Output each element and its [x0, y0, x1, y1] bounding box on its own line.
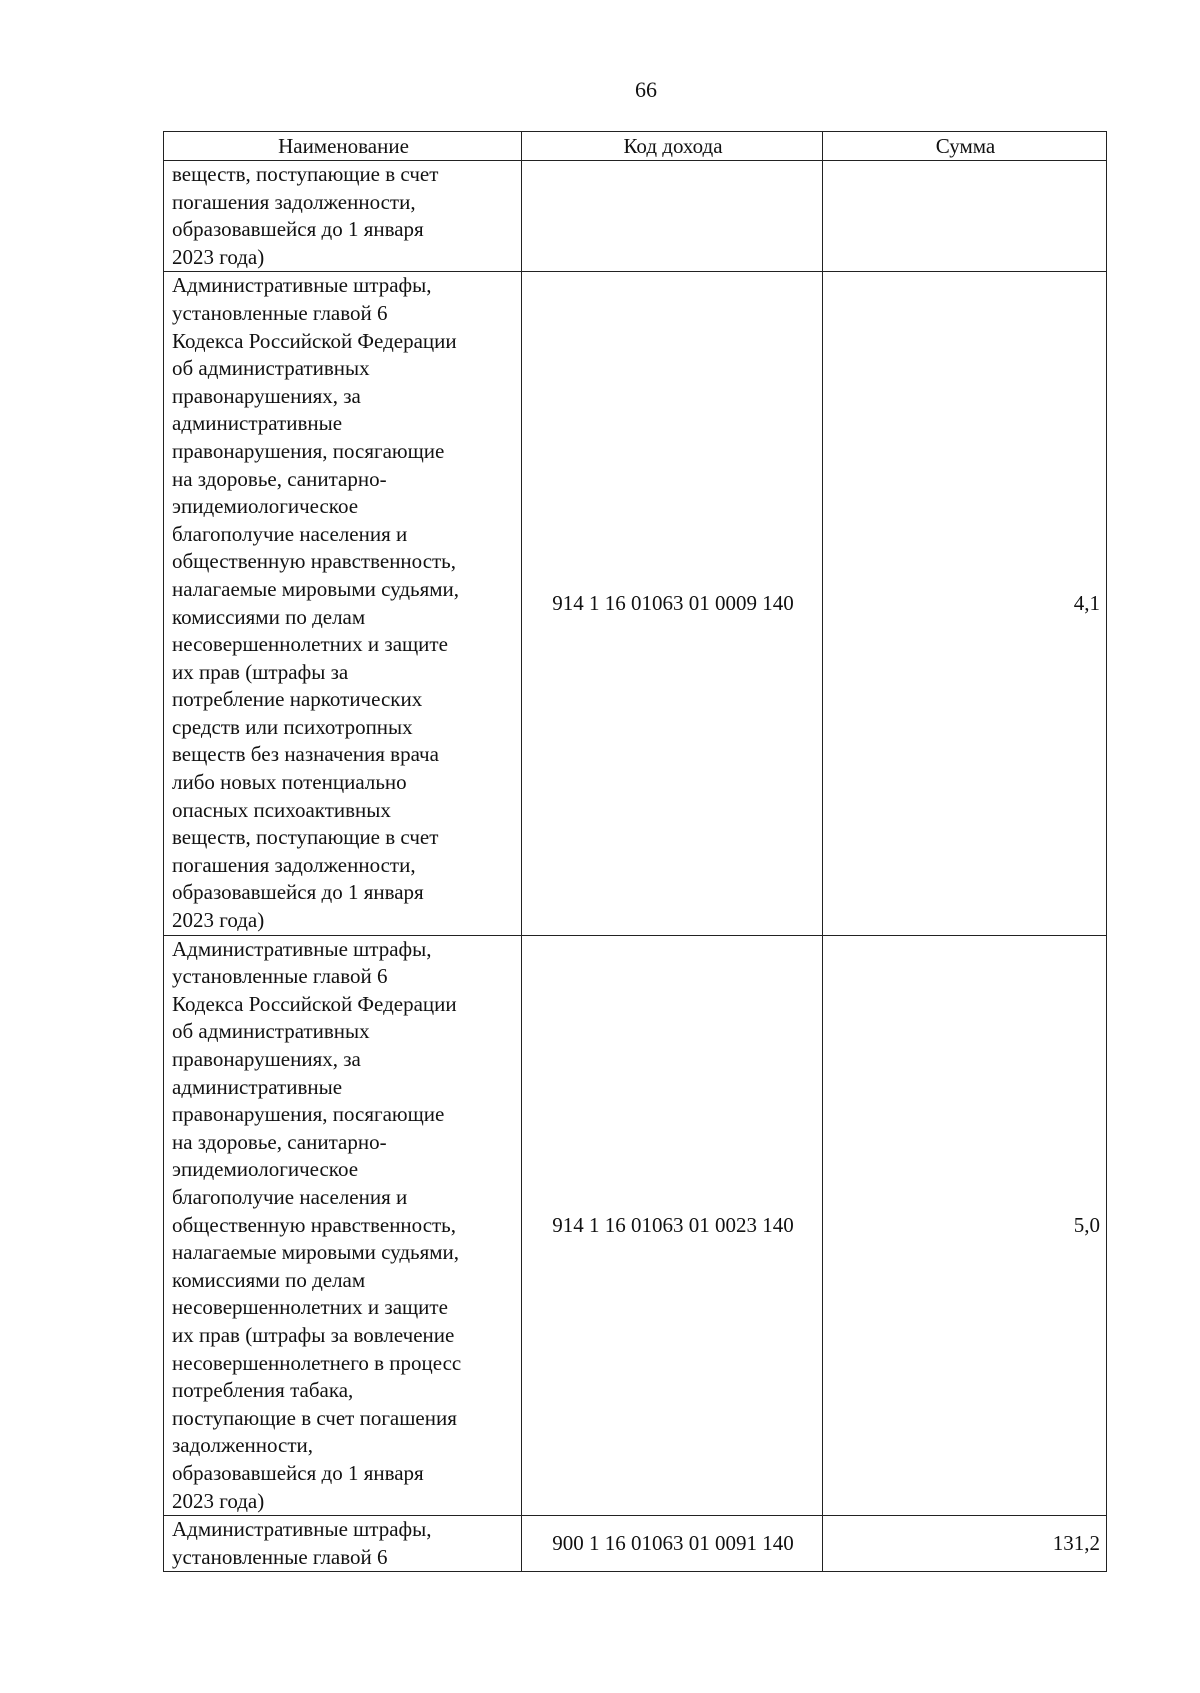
- row-name-cell: Административные штрафы, установленные главой 6: [164, 1516, 522, 1572]
- row-code-cell: 914 1 16 01063 01 0009 140: [522, 272, 823, 935]
- row-code-cell: 914 1 16 01063 01 0023 140: [522, 935, 823, 1515]
- row-code-cell: 900 1 16 01063 01 0091 140: [522, 1516, 823, 1572]
- revenue-table: [163, 131, 1107, 1572]
- table-header-row: [164, 132, 1107, 161]
- row-sum-cell: 131,2: [823, 1516, 1107, 1572]
- page-number: 66: [635, 77, 657, 102]
- row-sum-cell: 4,1: [823, 272, 1107, 935]
- header-sum: Сумма: [823, 132, 1107, 161]
- row-name-cell: Административные штрафы, установленные главой 6 Кодекса Российской Федерации об административных правонарушениях, за административные правонарушения, посягающие на здоровье, санитарно- эпидемиологическое благополучие населения и общественную нравственность, налагаемые мировыми судьями, комиссиями по делам несовершеннолетних и защите их прав (штрафы за вовлечение несовершеннолетнего в процесс потребления табака, поступающие в счет погашения задолженности, образовавшейся до 1 января 2023 года): [164, 935, 522, 1515]
- header-name: Наименование: [164, 132, 522, 161]
- row-sum-cell: 5,0: [823, 935, 1107, 1515]
- row-sum-cell: [823, 161, 1107, 272]
- table-row: [164, 272, 1107, 935]
- table-row: [164, 935, 1107, 1515]
- row-name-cell: веществ, поступающие в счет погашения задолженности, образовавшейся до 1 января 2023 года): [164, 161, 522, 272]
- header-code: Код дохода: [522, 132, 823, 161]
- table-row: [164, 161, 1107, 272]
- row-code-cell: [522, 161, 823, 272]
- row-name-cell: Административные штрафы, установленные главой 6 Кодекса Российской Федерации об административных правонарушениях, за административные правонарушения, посягающие на здоровье, санитарно- эпидемиологическое благополучие населения и общественную нравственность, налагаемые мировыми судьями, комиссиями по делам несовершеннолетних и защите их прав (штрафы за потребление наркотических средств или психотропных веществ без назначения врача либо новых потенциально опасных психоактивных веществ, поступающие в счет погашения задолженности, образовавшейся до 1 января 2023 года): [164, 272, 522, 935]
- table-row: [164, 1516, 1107, 1572]
